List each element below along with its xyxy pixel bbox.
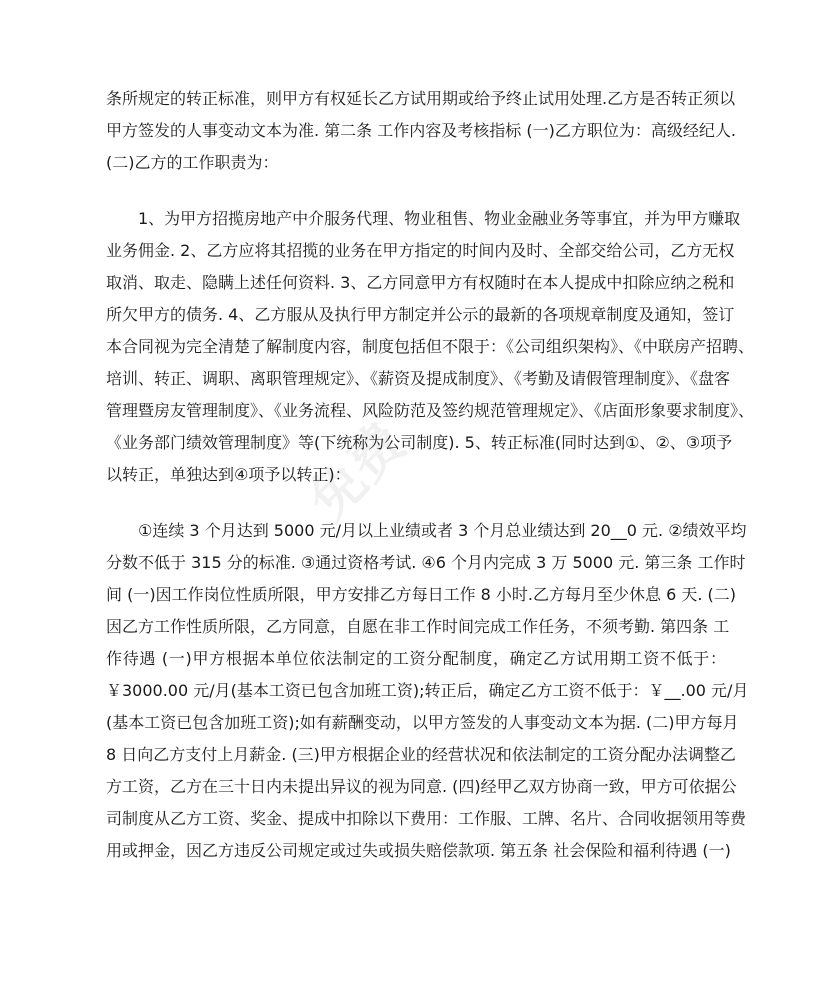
text-line: 方工资，乙方在三十日内未提出异议的视为同意. (四)经甲乙双方协商一致，甲方可依据公: [106, 777, 737, 796]
text-line: 因乙方工作性质所限，乙方同意，自愿在非工作时间完成工作任务，不须考勤. 第四条 工: [106, 617, 730, 636]
text-line: 条所规定的转正标准，则甲方有权延长乙方试用期或给予终止试用处理.乙方是否转正须以: [106, 89, 736, 108]
text-line: 用或押金，因乙方违反公司规定或过失或损失赔偿款项. 第五条 社会保险和福利待遇 (一): [106, 841, 731, 860]
text-line: 甲方签发的人事变动文本为准. 第二条 工作内容及考核指标 (一)乙方职位为：高级经纪人.: [106, 121, 736, 140]
text-line: ①连续 3 个月达到 5000 元/月以上业绩或者 3 个月总业绩达到 20__0 元. ②绩效平均: [106, 521, 747, 540]
text-line: 司制度从乙方工资、奖金、提成中扣除以下费用：工作服、工牌、名片、合同收据领用等费: [106, 809, 747, 828]
paragraph: [106, 515, 749, 867]
text-line: 8 日向乙方支付上月薪金. (三)甲方根据企业的经营状况和依法制定的工资分配办法调整乙: [106, 745, 736, 764]
text-line: 培训、转正、调职、离职管理规定》、《薪资及提成制度》、《考勤及请假管理制度》、《盘客: [106, 369, 731, 388]
text-line: 所欠甲方的债务. 4、乙方服从及执行甲方制定并公示的最新的各项规章制度及通知，签订: [106, 305, 735, 324]
text-line: 取消、取走、隐瞒上述任何资料. 3、乙方同意甲方有权随时在本人提成中扣除应纳之税和: [106, 273, 735, 292]
text-line: ￥3000.00 元/月(基本工资已包含加班工资);转正后，确定乙方工资不低于：￥__.00 元/月: [106, 681, 749, 700]
text-line: 本合同视为完全清楚了解制度内容，制度包括但不限于：《公司组织架构》、《中联房产招聘、: [106, 337, 755, 356]
text-line: 业务佣金. 2、乙方应将其招揽的业务在甲方指定的时间内及时、全部交给公司，乙方无权: [106, 241, 735, 260]
text-line: 管理暨房友管理制度》、《业务流程、风险防范及签约规范管理规定》、《店面形象要求制度》、: [106, 401, 755, 420]
text-line: 以转正，单独达到④项予以转正)：: [106, 465, 351, 484]
text-line: 1、为甲方招揽房地产中介服务代理、物业租售、物业金融业务等事宜，并为甲方赚取: [106, 209, 741, 228]
paragraph: [106, 203, 755, 491]
text-line: (基本工资已包含加班工资);如有薪酬变动，以甲方签发的人事变动文本为据. (二)甲方每月: [106, 713, 739, 732]
text-line: 作待遇 (一)甲方根据本单位依法制定的工资分配制度，确定乙方试用期工资不低于：: [106, 649, 726, 668]
text-line: 《业务部门绩效管理制度》等(下统称为公司制度). 5、转正标准(同时达到①、②、③项予: [106, 433, 733, 452]
text-line: 分数不低于 315 分的标准. ③通过资格考试. ④6 个月内完成 3 万 5000 元. 第三条 工作时: [106, 553, 746, 572]
paragraph: [106, 83, 736, 179]
watermark: 免费: [296, 410, 418, 532]
text-line: 间 (一)因工作岗位性质所限，甲方安排乙方每日工作 8 小时.乙方每月至少休息 6 天. (二): [106, 585, 737, 604]
text-line: (二)乙方的工作职责为：: [106, 153, 279, 172]
